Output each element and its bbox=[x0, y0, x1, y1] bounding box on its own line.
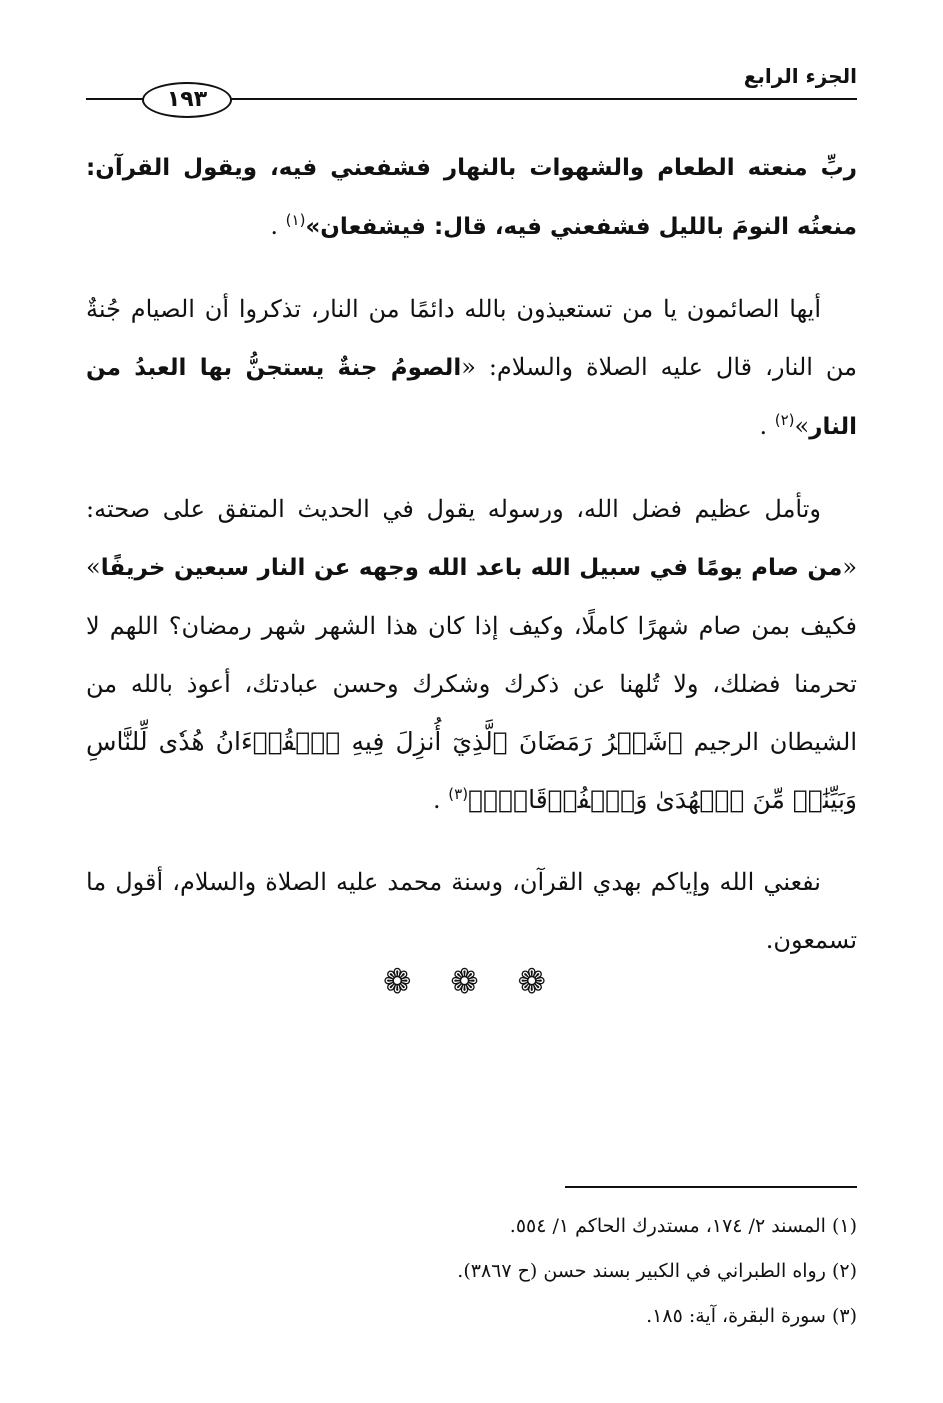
footnote-ref-1: (١) bbox=[285, 211, 306, 229]
running-title: الجزء الرابع bbox=[743, 64, 857, 88]
hadith-fasting-day: من صام يومًا في سبيل الله باعد الله وجهه عن النار سبعين خريفًا bbox=[100, 555, 843, 581]
quran-verse: ﴿شَهۡرُ رَمَضَانَ ٱلَّذِيٓ أُنزِلَ فِيهِ ٱلۡقُرۡءَانُ هُدٗى لِّلنَّاسِ وَبَيِّنَٰتٖ مِّنَ ٱلۡهُدَىٰ وَٱلۡفُرۡقَانِۚ﴾ bbox=[86, 727, 857, 814]
paragraph-3-end: . bbox=[433, 786, 441, 814]
footnote-1: (١) المسند ٢/ ١٧٤، مستدرك الحاكم ١/ ٥٥٤. bbox=[509, 1215, 857, 1237]
footnote-ref-3: (٣) bbox=[448, 785, 469, 803]
main-text bbox=[86, 138, 857, 993]
paragraph-2-end: . bbox=[759, 412, 768, 440]
footnote-ref-2: (٢) bbox=[774, 411, 795, 429]
paragraph-1 bbox=[86, 138, 857, 256]
footnote-rule bbox=[565, 1186, 857, 1188]
paragraph-3-continuation: » فكيف بمن صام شهرًا كاملًا، وكيف إذا كان هذا الشهر شهر رمضان؟ اللهم لا تحرمنا فضلك، ولا تُلهنا عن ذكرك وشكرك وحسن عبادتك، أعوذ بالله من الشيطان الرجيم bbox=[86, 553, 857, 756]
paragraph-3 bbox=[86, 480, 857, 829]
hadith-fasting-shield: الصومُ جنةٌ يستجنُّ بها العبدُ من النار bbox=[86, 355, 857, 440]
paragraph-1-end: . bbox=[270, 212, 279, 240]
footnote-2: (٢) رواه الطبراني في الكبير بسند حسن (ح ٣٨٦٧). bbox=[457, 1260, 857, 1282]
paragraph-2-text: أيها الصائمون يا من تستعيذون بالله دائمًا من النار، تذكروا أن الصيام جُنةٌ من النار، قال عليه الصلاة والسلام: « bbox=[86, 295, 858, 381]
paragraph-2 bbox=[86, 280, 857, 456]
paragraph-3-text: وتأمل عظيم فضل الله، ورسوله يقول في الحديث المتفق على صحته: « bbox=[86, 495, 857, 581]
page-number: ١٩٣ bbox=[142, 82, 232, 118]
paragraph-4 bbox=[86, 853, 857, 969]
paragraph-4-text: نفعني الله وإياكم بهدي القرآن، وسنة محمد عليه الصلاة والسلام، أقول ما تسمعون. bbox=[86, 868, 857, 954]
footnotes bbox=[86, 1204, 857, 1339]
flower-ornament-icon: ❁ ❁ ❁ bbox=[382, 962, 561, 1002]
paragraph-2-close-quote: » bbox=[794, 412, 810, 440]
footnote-3: (٣) سورة البقرة، آية: ١٨٥. bbox=[646, 1305, 857, 1327]
paragraph-1-text: ربِّ منعته الطعام والشهوات بالنهار فشفعني فيه، ويقول القرآن: منعتُه النومَ بالليل فشفعني فيه، قال: فيشفعان» bbox=[86, 155, 857, 240]
